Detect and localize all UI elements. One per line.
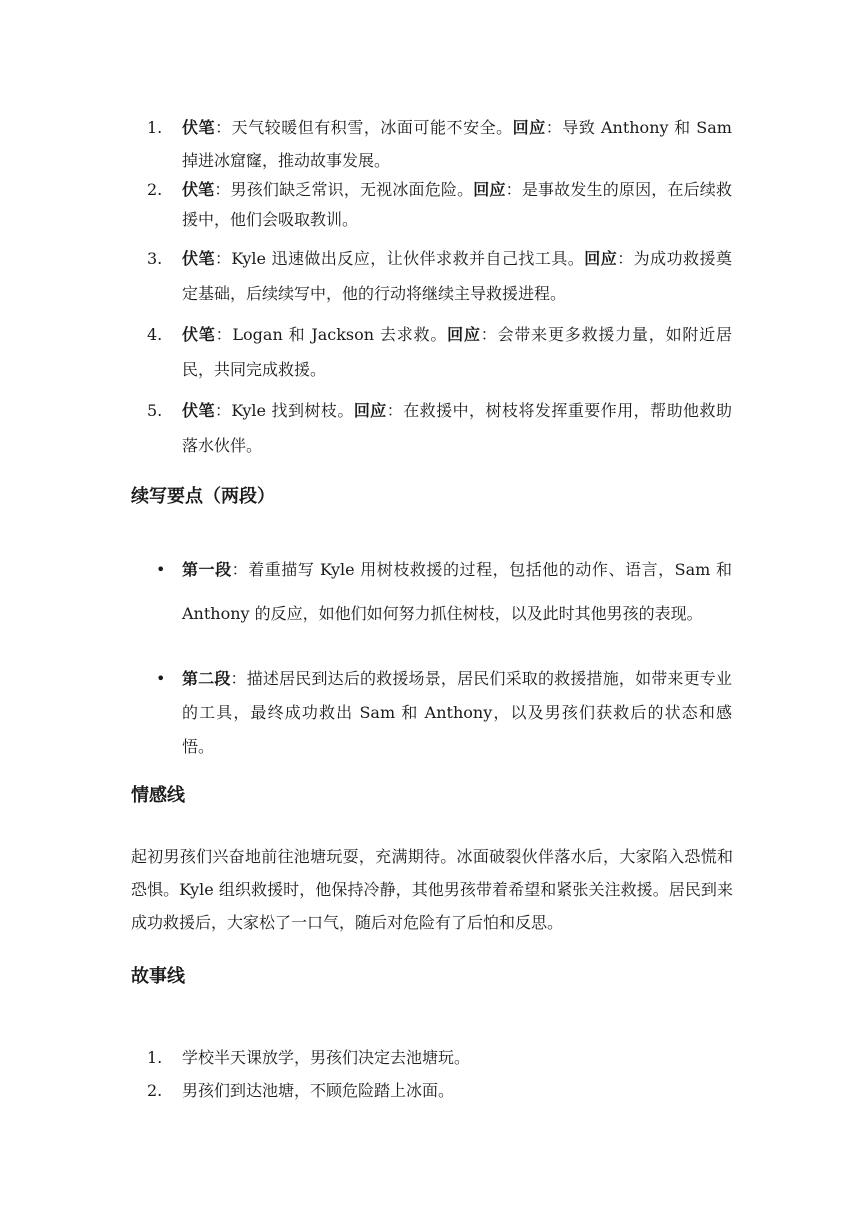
response-text: ：为成功救援奠定基础，后续续写中，他的行动将继续主导救援进程。	[182, 249, 732, 303]
list-item-text	[182, 317, 732, 387]
list-item	[148, 111, 732, 175]
list-number: 5.	[147, 401, 163, 420]
foreshadow-label: 伏笔	[182, 249, 215, 268]
list-item-text	[182, 175, 732, 235]
foreshadow-label: 伏笔	[182, 325, 216, 344]
response-label: 回应	[447, 325, 481, 344]
list-item-text	[182, 111, 732, 177]
list-item	[148, 175, 732, 241]
foreshadow-label: 伏笔	[182, 118, 216, 137]
response-text: ：是事故发生的原因，在后续救援中，他们会吸取教训。	[182, 180, 732, 229]
list-item-text: 学校半天课放学，男孩们决定去池塘玩。	[182, 1048, 471, 1067]
foreshadow-label: 伏笔	[182, 401, 215, 420]
emotion-paragraph: 起初男孩们兴奋地前往池塘玩耍，充满期待。冰面破裂伙伴落水后，大家陷入恐慌和恐惧。Kyle 组织救援时，他保持冷静，其他男孩带着希望和紧张关注救援。居民到来成功救援后，大家松了一口气，随后对危险有了后怕和反思。	[131, 847, 733, 932]
list-number: 1.	[147, 1048, 163, 1067]
paragraph-text: ：着重描写 Kyle 用树枝救援的过程，包括他的动作、语言，Sam 和 Anthony 的反应，如他们如何努力抓住树枝，以及此时其他男孩的表现。	[182, 560, 732, 623]
list-item	[148, 662, 732, 772]
list-number: 3.	[147, 249, 163, 268]
section-heading-story: 故事线	[131, 966, 185, 987]
response-label: 回应	[473, 180, 506, 199]
foreshadow-label: 伏笔	[182, 180, 215, 199]
foreshadow-text: ：男孩们缺乏常识，无视冰面危险。	[214, 180, 474, 199]
foreshadow-text: ：Kyle 找到树枝。	[214, 401, 354, 420]
response-text: ：导致 Anthony 和 Sam 掉进冰窟窿，推动故事发展。	[182, 118, 732, 170]
section-heading-continuation: 续写要点（两段）	[131, 486, 275, 507]
section-heading-emotion: 情感线	[131, 785, 185, 806]
response-label: 回应	[584, 249, 618, 268]
response-text: ：会带来更多救援力量，如附近居民，共同完成救援。	[182, 325, 732, 379]
list-item	[148, 548, 732, 662]
story-list	[148, 1041, 732, 1107]
foreshadow-list	[148, 111, 732, 463]
paragraph-label: 第一段	[182, 560, 232, 579]
list-item-text	[182, 241, 732, 311]
foreshadow-text: ：Logan 和 Jackson 去求救。	[215, 325, 448, 344]
foreshadow-text: ：Kyle 迅速做出反应，让伙伴求救并自己找工具。	[214, 249, 585, 268]
list-item	[148, 393, 732, 463]
list-item-text: 男孩们到达池塘，不顾危险踏上冰面。	[182, 1081, 455, 1100]
list-number: 4.	[147, 325, 163, 344]
bullet-icon: •	[156, 669, 166, 688]
list-item	[148, 1041, 732, 1074]
continuation-points-list	[148, 548, 732, 772]
response-label: 回应	[512, 118, 546, 137]
response-label: 回应	[353, 401, 387, 420]
response-text: ：在救援中，树枝将发挥重要作用，帮助他救助落水伙伴。	[182, 401, 732, 455]
list-item-text	[182, 548, 732, 636]
list-number: 1.	[147, 118, 163, 137]
bullet-icon: •	[156, 560, 166, 579]
list-item-text	[182, 662, 732, 764]
list-item-text	[182, 393, 732, 463]
list-item	[148, 241, 732, 317]
foreshadow-text: ：天气较暖但有积雪，冰面可能不安全。	[215, 118, 513, 137]
paragraph-text: ：描述居民到达后的救援场景，居民们采取的救援措施，如带来更专业的工具，最终成功救出 Sam 和 Anthony，以及男孩们获救后的状态和感悟。	[182, 669, 732, 756]
list-number: 2.	[147, 1081, 163, 1100]
list-item	[148, 1074, 732, 1107]
list-number: 2.	[147, 180, 163, 199]
paragraph-label: 第二段	[182, 669, 231, 688]
list-item	[148, 317, 732, 393]
